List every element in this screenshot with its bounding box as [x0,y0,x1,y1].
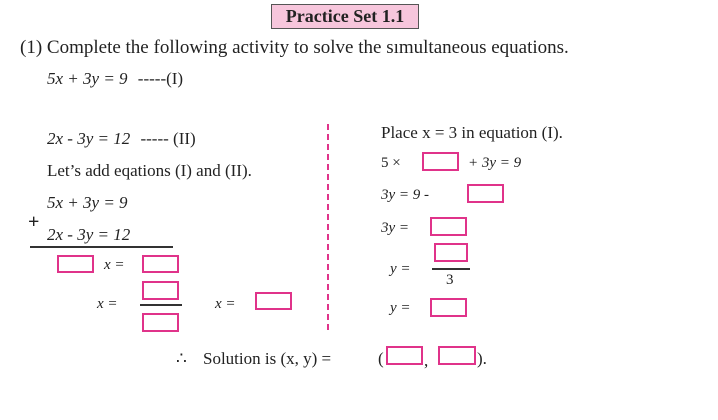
equation-two-expr: 2x - 3y = 12 [47,129,131,148]
solution-text: Solution is (x, y) = [203,349,332,368]
add-line-one: 5x + 3y = 9 [47,193,128,212]
x-equals-label: x = [104,257,125,273]
equation-two-tag: ----- (II) [140,129,196,148]
fraction-bar [140,304,182,306]
fraction-numerator-box[interactable] [142,281,179,300]
step-three-prefix: 3y = [381,220,410,236]
step-four-numerator-box[interactable] [434,243,468,262]
coefficient-answer-box[interactable] [57,255,94,273]
equation-one [47,70,183,87]
place-instruction: Place x = 3 in equation (I). [381,123,563,142]
column-divider [327,124,329,330]
step-two-box[interactable] [467,184,504,203]
addition-rule [30,246,173,248]
plus-sign: + [28,211,40,233]
x-equals-final-label: x = [215,296,236,312]
step-four-fraction-bar [432,268,470,270]
title-text: Practice Set 1.1 [285,6,405,26]
solution-comma: , [424,351,429,370]
substitution-suffix: + 3y = 9 [468,155,522,171]
solution-x-box[interactable] [386,346,423,365]
step-two-prefix: 3y = 9 - [381,187,430,203]
add-line-two: 2x - 3y = 12 [47,225,131,244]
question-number: (1) [20,37,43,58]
step-three-box[interactable] [430,217,467,236]
equation-two [47,130,196,147]
solution-open-paren: ( [378,349,384,368]
step-four-prefix: y = [390,261,411,277]
equation-one-expr: 5x + 3y = 9 [47,69,128,88]
question-line [20,38,569,57]
solution-close-paren: ). [477,349,487,368]
fraction-denominator-box[interactable] [142,313,179,332]
substitution-box[interactable] [422,152,459,171]
sum-answer-box[interactable] [142,255,179,273]
substitution-prefix: 5 × [381,155,401,171]
y-value-box[interactable] [430,298,467,317]
step-four-denominator: 3 [446,272,454,288]
add-instruction: Let’s add eqations (I) and (II). [47,161,252,180]
x-equals-fraction-label: x = [97,296,118,312]
solution-y-box[interactable] [438,346,476,365]
step-five-prefix: y = [390,300,411,316]
practice-set-title [271,4,419,29]
x-value-box[interactable] [255,292,292,310]
question-text: Complete the following activity to solve the sımultaneous equations. [46,37,569,58]
therefore-symbol: ∴ [176,349,187,368]
equation-one-tag: -----(I) [137,69,184,88]
